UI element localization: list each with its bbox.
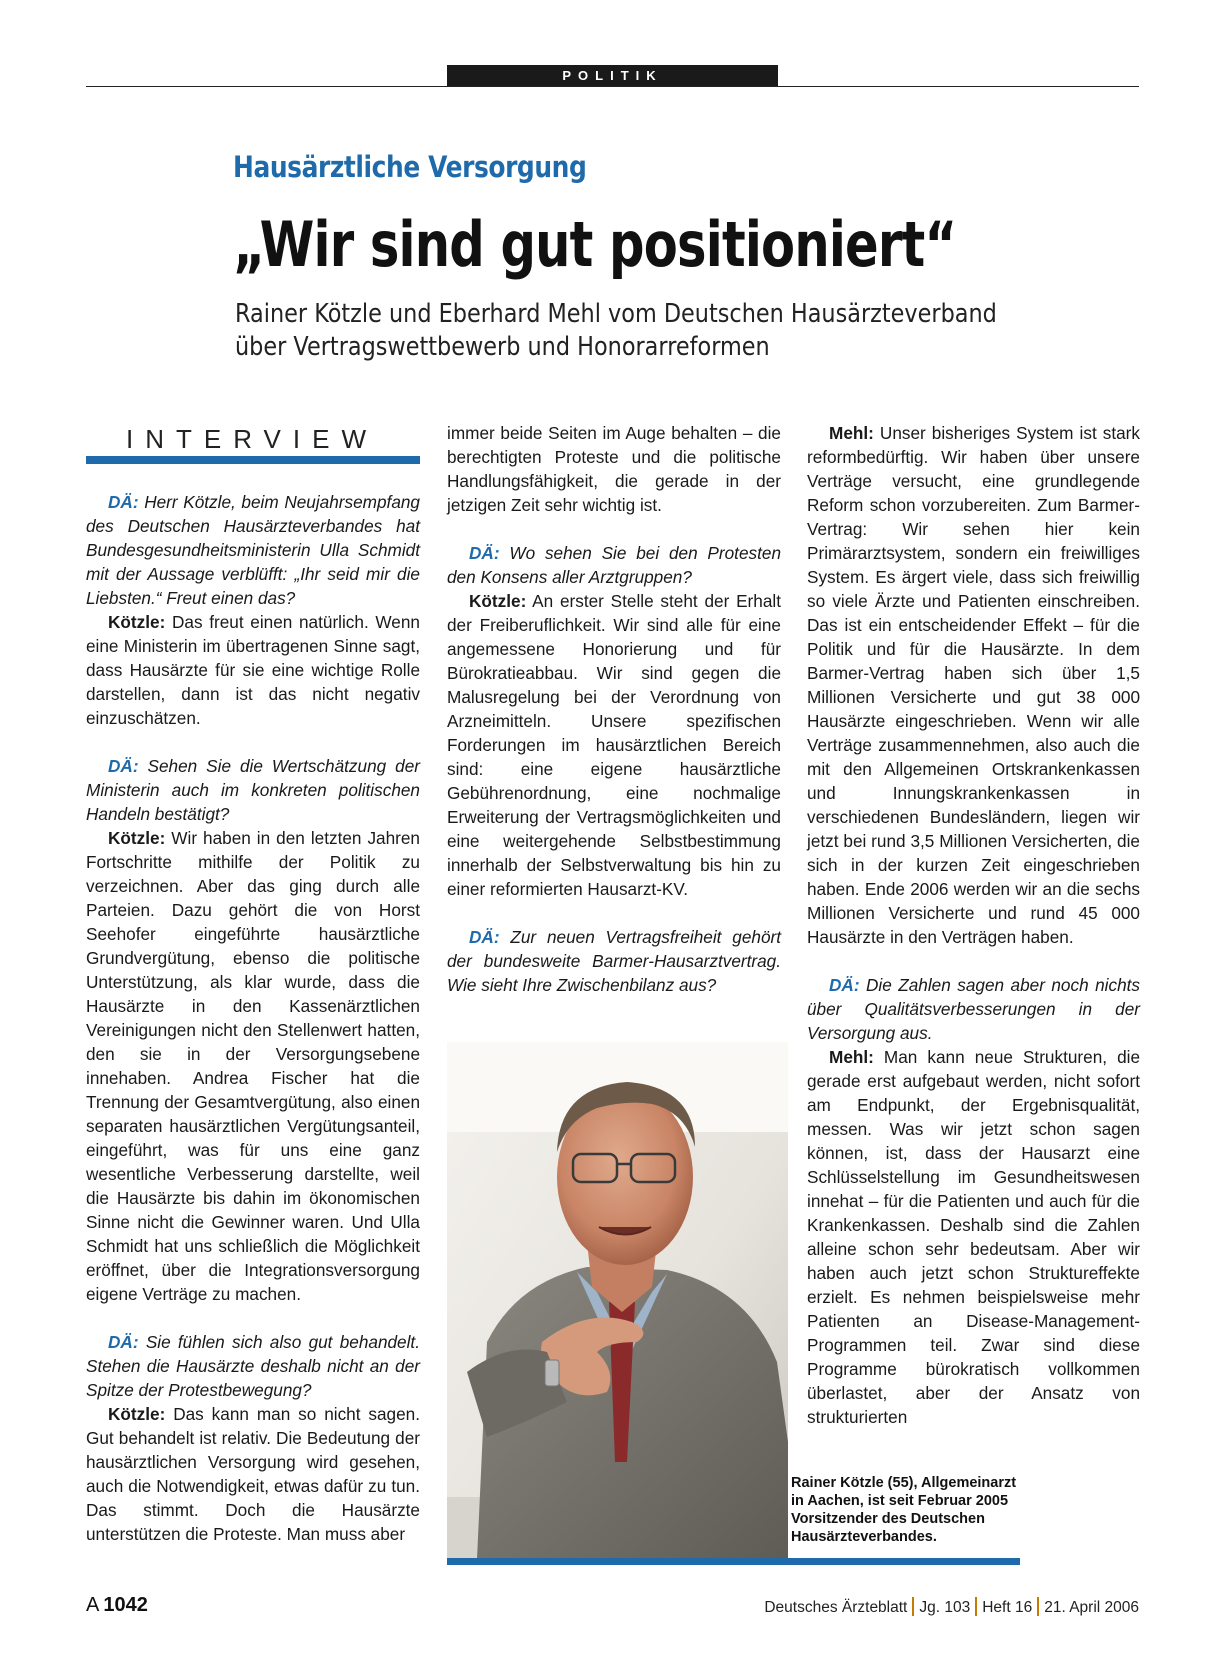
da-label: DÄ: (108, 1332, 139, 1352)
da-label: DÄ: (108, 492, 139, 512)
page-number (86, 1594, 148, 1617)
journal-volume: Jg. 103 (919, 1599, 971, 1616)
footer-separator (975, 1597, 977, 1616)
answer-text: Unser bisheriges System ist stark reformbedürftig. Wir haben über unsere Verträge versucht, eine grundlegende Reform schon vorzubereiten. Zum Barmer-Vertrag: Wir sehen hier kein Primärarztsystem, sondern ein freiwilliges System. Es ärgert viele, dass sich freiwillig so viele Ärzte und Patienten einschreiben. Das ist ein entscheidender Effekt – für die Politik und für die Hausärzte. In dem Barmer-Vertrag haben sich über 1,5 Millionen Versicherte und gut 38 000 Hausärzte eingeschrieben. Wenn wir alle Verträge zusammennehmen, also auch die mit den Allgemeinen Ortskrankenkassen und Innungskrankenkassen in verschiedenen Bundesländern, liegen wir jetzt bei rund 3,5 Millionen Versicherten, die sich in der kurzen Zeit eingeschrieben haben. Ende 2006 werden wir an die sechs Millionen Versicherte und rund 45 000 Hausärzte in den Verträgen haben. (807, 423, 1140, 947)
photo-accent-bar (447, 1558, 1020, 1565)
answer (86, 826, 420, 1306)
da-label: DÄ: (108, 756, 139, 776)
answer (447, 589, 781, 901)
interview-accent-bar (86, 456, 420, 464)
text-column-3 (807, 421, 1140, 1429)
footer-separator (1037, 1597, 1039, 1616)
question (447, 925, 781, 997)
answer (807, 1045, 1140, 1429)
journal-issue: Heft 16 (982, 1599, 1033, 1616)
answer-text: Man kann neue Strukturen, die gerade erst aufgebaut werden, nicht sofort am Endpunkt, der Ergebnisqualität, messen. Was wir jetzt schon sagen können, ist, dass der Hausarzt eine Schlüsselstellung im Gesundheitswesen innehat – für die Patienten und auch für die Krankenkassen. Deshalb sind die Zahlen alleine schon sehr bedeutsam. Aber wir haben auch jetzt schon Struktureffekte erzielt. Es nehmen beispielsweise mehr Patienten an Disease-Management-Programmen teil. Zwar sind diese Programme bürokratisch vollkommen überlastet, aber der Ansatz von strukturierten (807, 1047, 1141, 1427)
text-column-1 (86, 490, 420, 1546)
question (447, 541, 781, 589)
article-subline: über Vertragswettbewerb und Honorarreformen (235, 332, 770, 362)
article-headline: „Wir sind gut positioniert“ (233, 208, 957, 281)
answer (807, 421, 1140, 949)
question-text: Wo sehen Sie bei den Protesten den Konsens aller Arztgruppen? (447, 543, 782, 587)
journal-info (764, 1597, 1139, 1617)
da-label: DÄ: (469, 543, 500, 563)
question-text: Die Zahlen sagen aber noch nichts über Qualitätsverbesserungen in der Versorgung aus. (807, 975, 1140, 1043)
answer-continued: immer beide Seiten im Auge behalten – die berechtigten Proteste und die politische Handlungsfähigkeit, die gerade in der jetzigen Zeit sehr wichtig ist. (447, 423, 781, 515)
speaker-label: Mehl: (829, 423, 874, 443)
page-number-value: 1042 (103, 1594, 148, 1616)
interview-label: INTERVIEW (126, 424, 378, 454)
da-label: DÄ: (469, 927, 500, 947)
text-column-2 (447, 421, 781, 997)
question-text: Zur neuen Vertragsfreiheit gehört der bundesweite Barmer-Hausarztvertrag. Wie sieht Ihre Zwischenbilanz aus? (447, 927, 781, 995)
speaker-label: Kötzle: (108, 612, 166, 632)
question (86, 1330, 420, 1402)
article-kicker: Hausärztliche Versorgung (233, 150, 587, 184)
answer-text: Wir haben in den letzten Jahren Fortschritte mithilfe der Politik zu verzeichnen. Aber das ging durch alle Parteien. Dazu gehört die von Horst Seehofer eingeführte hausärztliche Grundvergütung, ebenso die politische Unterstützung, als klar wurde, dass die Hausärzte in den Kassenärztlichen Vereinigungen nicht den Stellenwert hatten, den sie in der Versorgungsebene innehaben. Andrea Fischer hat die Trennung der Gesamtvergütung, also einen separaten hausärztlichen Vergütungsanteil, eingeführt, was für uns eine ganz wesentliche Verbesserung darstellte, weil die Hausärzte bis dahin im ökonomischen Sinne nicht die Gewinner waren. Und Ulla Schmidt hat uns schließlich die Möglichkeit eröffnet, über die Integrationsversorgung eigene Verträge zu machen. (86, 828, 420, 1304)
answer (86, 1402, 420, 1546)
photo-caption: Rainer Kötzle (55), Allgemeinarzt in Aachen, ist seit Februar 2005 Vorsitzender des Deutschen Hausärzteverbandes. (791, 1475, 1017, 1545)
speaker-label: Mehl: (829, 1047, 874, 1067)
question-text: Sie fühlen sich also gut behandelt. Stehen die Hausärzte deshalb nicht an der Spitze der Protestbewegung? (86, 1332, 420, 1400)
section-label: POLITIK (447, 65, 778, 86)
answer-text: An erster Stelle steht der Erhalt der Freiberuflichkeit. Wir sind alle für eine angemessene Honorierung und für Bürokratieabbau. Wir sind gegen die Malusregelung bei der Verordnung von Arzneimitteln. Unsere spezifischen Forderungen im hausärztlichen Bereich sind: eine eigene hausärztliche Gebührenordnung, eine nochmalige Erweiterung der Vertragsmöglichkeiten und eine weitergehende Selbstbestimmung innerhalb der Selbstverwaltung bis hin zu einer reformierten Hausarzt-KV. (447, 591, 781, 899)
speaker-label: Kötzle: (108, 1404, 166, 1424)
footer-separator (912, 1597, 914, 1616)
question (807, 973, 1140, 1045)
answer-text: Das kann man so nicht sagen. Gut behandelt ist relativ. Die Bedeutung der hausärztlichen Versorgung wird gesehen, auch die Notwendigkeit, etwas dafür zu tun. Das stimmt. Doch die Hausärzte unterstützen die Proteste. Man muss aber (86, 1404, 420, 1544)
question (86, 490, 420, 610)
article-subline: Rainer Kötzle und Eberhard Mehl vom Deutschen Hausärzteverband (235, 299, 997, 329)
da-label: DÄ: (829, 975, 860, 995)
header-rule (86, 86, 1139, 87)
speaker-label: Kötzle: (108, 828, 166, 848)
page-prefix: A (86, 1594, 100, 1616)
question-text: Sehen Sie die Wertschätzung der Ministerin auch im konkreten politischen Handeln bestätigt? (86, 756, 420, 824)
speaker-label: Kötzle: (469, 591, 527, 611)
answer (86, 610, 420, 730)
answer-text: Das freut einen natürlich. Wenn eine Ministerin im übertragenen Sinne sagt, dass Hausärzte für sie eine wichtige Rolle darstellen, dann ist das nicht negativ einzuschätzen. (86, 612, 420, 728)
question-text: Herr Kötzle, beim Neujahrsempfang des Deutschen Hausärzteverbandes hat Bundesgesundheitsministerin Ulla Schmidt mit der Aussage verblüfft: „Ihr seid mir die Liebsten.“ Freut einen das? (86, 492, 420, 608)
question (86, 754, 420, 826)
journal-date: 21. April 2006 (1044, 1599, 1139, 1616)
portrait-photo (447, 1042, 788, 1559)
journal-name: Deutsches Ärzteblatt (764, 1599, 908, 1616)
